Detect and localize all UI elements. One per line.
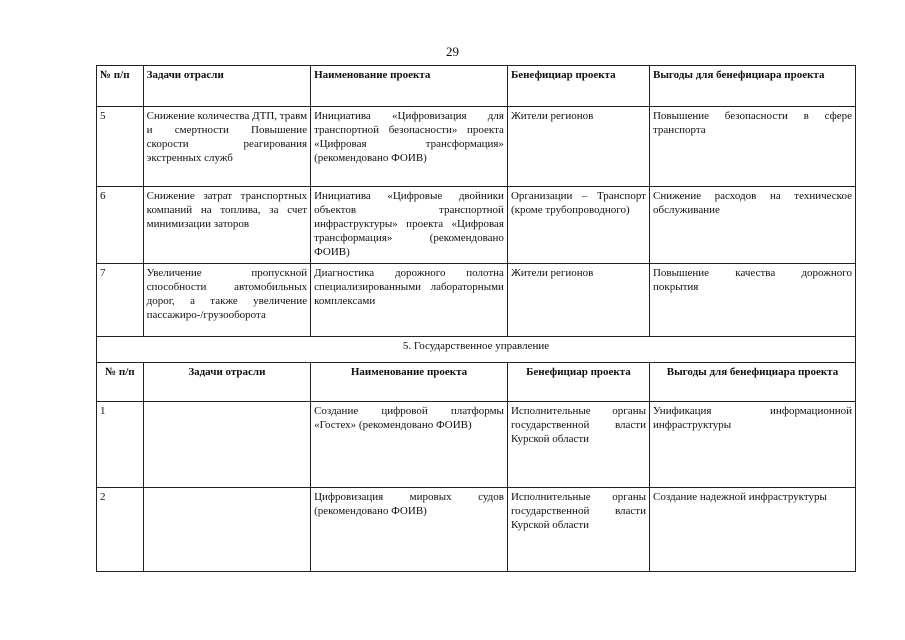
- row-benefit: Создание надежной инфраструктуры: [649, 488, 855, 572]
- header-project: Наименование проекта: [311, 363, 508, 402]
- section-title: 5. Государственное управление: [97, 337, 856, 363]
- row-task: Снижение количества ДТП, травм и смертности Повышение скорости реагирования экстренных служб: [143, 107, 310, 187]
- row-task: [143, 402, 310, 488]
- header-beneficiary: Бенефициар проекта: [507, 363, 649, 402]
- header-task: Задачи отрасли: [143, 66, 310, 107]
- row-task: Увеличение пропускной способности автомобильных дорог, а также увеличение пассажиро-/грузооборота: [143, 264, 310, 337]
- row-num: 7: [97, 264, 144, 337]
- header-benefit: Выгоды для бенефициара проекта: [649, 363, 855, 402]
- table-row: [97, 264, 856, 337]
- row-task: Снижение затрат транспортных компаний на топлива, за счет минимизации заторов: [143, 187, 310, 264]
- section-row: [97, 337, 856, 363]
- row-benefit: Повышение безопасности в сфере транспорта: [649, 107, 855, 187]
- row-project: Инициатива «Цифровизация для транспортной безопасности» проекта «Цифровая трансформация» (рекомендовано ФОИВ): [311, 107, 508, 187]
- row-project: Диагностика дорожного полотна специализированными лабораторными комплексами: [311, 264, 508, 337]
- row-task: [143, 488, 310, 572]
- row-beneficiary: Исполнительные органы государственной власти Курской области: [507, 402, 649, 488]
- projects-table: [96, 65, 856, 572]
- row-project: Инициатива «Цифровые двойники объектов транспортной инфраструктуры» проекта «Цифровая трансформация» (рекомендовано ФОИВ): [311, 187, 508, 264]
- header-task: Задачи отрасли: [143, 363, 310, 402]
- table-row: [97, 107, 856, 187]
- row-num: 1: [97, 402, 144, 488]
- row-project: Создание цифровой платформы «Гостех» (рекомендовано ФОИВ): [311, 402, 508, 488]
- header-num: № п/п: [97, 363, 144, 402]
- row-project: Цифровизация мировых судов (рекомендовано ФОИВ): [311, 488, 508, 572]
- row-benefit: Снижение расходов на техническое обслуживание: [649, 187, 855, 264]
- header-num: № п/п: [97, 66, 144, 107]
- row-beneficiary: Организации – Транспорт (кроме трубопроводного): [507, 187, 649, 264]
- table-row: [97, 187, 856, 264]
- table-row: [97, 402, 856, 488]
- row-benefit: Повышение качества дорожного покрытия: [649, 264, 855, 337]
- table-row: [97, 488, 856, 572]
- row-num: 2: [97, 488, 144, 572]
- row-beneficiary: Жители регионов: [507, 264, 649, 337]
- header-project: Наименование проекта: [311, 66, 508, 107]
- page-number: 29: [446, 44, 459, 59]
- table-header-row: [97, 66, 856, 107]
- row-num: 6: [97, 187, 144, 264]
- row-num: 5: [97, 107, 144, 187]
- row-beneficiary: Исполнительные органы государственной власти Курской области: [507, 488, 649, 572]
- row-benefit: Унификация информационной инфраструктуры: [649, 402, 855, 488]
- header-beneficiary: Бенефициар проекта: [507, 66, 649, 107]
- header-benefit: Выгоды для бенефициара проекта: [649, 66, 855, 107]
- row-beneficiary: Жители регионов: [507, 107, 649, 187]
- table-header-row: [97, 363, 856, 402]
